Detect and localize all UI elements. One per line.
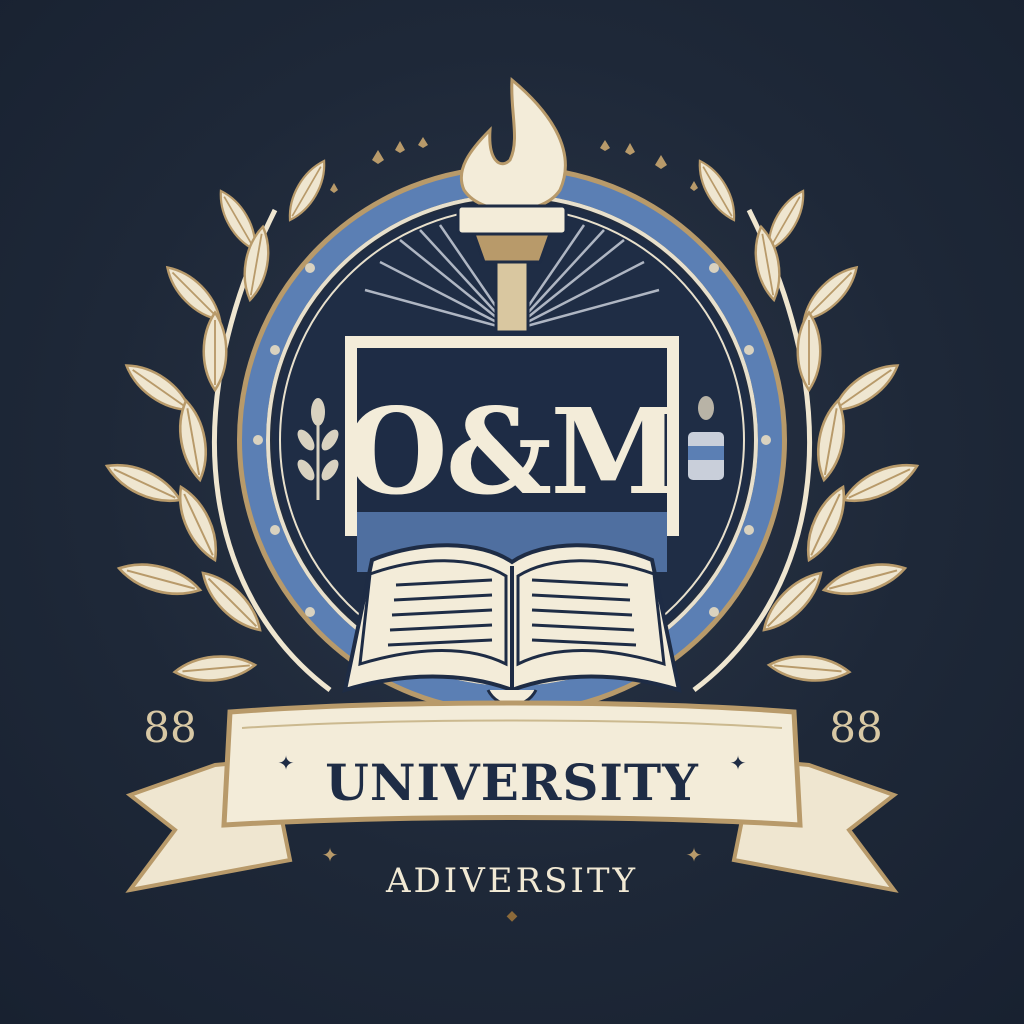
banner-text: UNIVERSITY — [325, 753, 699, 812]
year-right: 88 — [829, 703, 883, 752]
star-icon: ✦ — [685, 843, 703, 867]
star-icon: ✦ — [321, 843, 339, 867]
star-icon: ✦ — [277, 751, 295, 775]
monogram-text: O&M — [345, 382, 679, 521]
year-left: 88 — [143, 703, 197, 752]
star-icon: ✦ — [729, 751, 747, 775]
star-icon: ◆ — [506, 908, 518, 924]
sub-text: ADIVERSITY — [385, 861, 639, 901]
